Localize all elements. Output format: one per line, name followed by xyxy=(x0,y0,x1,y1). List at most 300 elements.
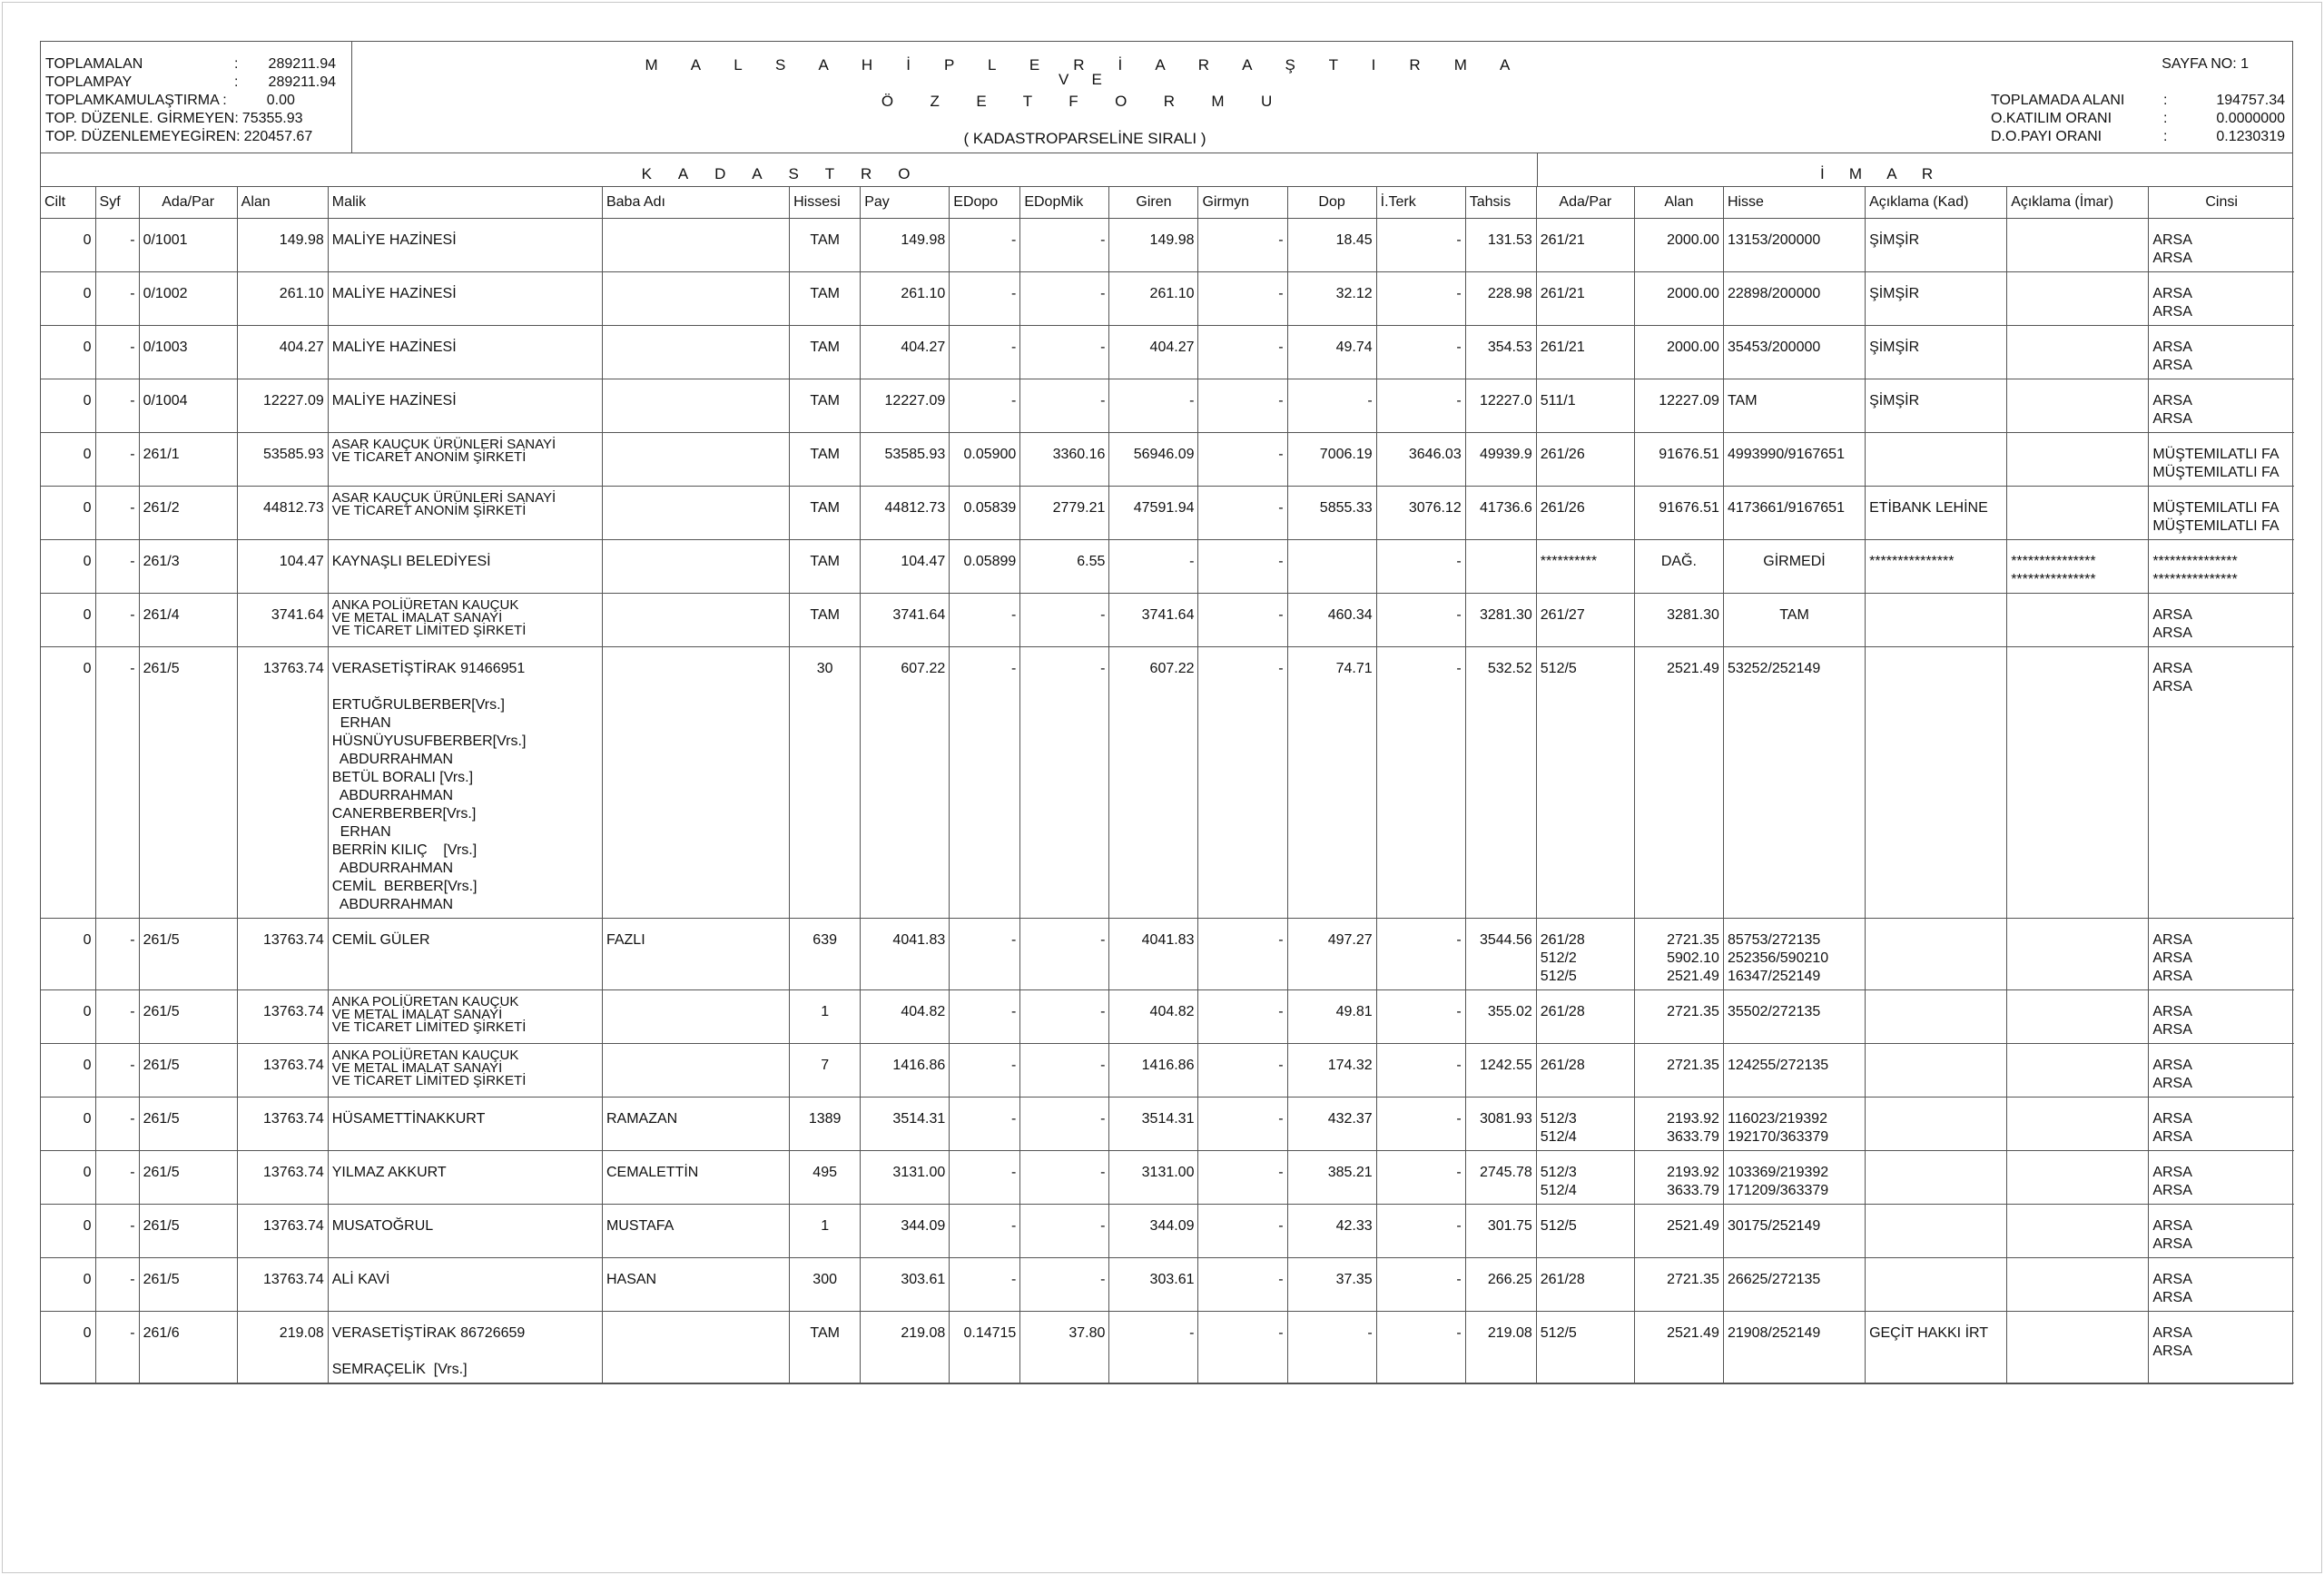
cell-imar-alan: 2721.35 xyxy=(1634,1044,1723,1098)
cell-syf: - xyxy=(95,1044,139,1098)
cell-syf: - xyxy=(95,919,139,990)
table-row xyxy=(41,379,2294,433)
cell-tahsis: 266.25 xyxy=(1465,1258,1536,1312)
cell-tahsis: 2745.78 xyxy=(1465,1151,1536,1205)
cell-aciklama-imar xyxy=(2007,1151,2149,1205)
total-expropriation-label: TOPLAMKAMULAŞTIRMA : xyxy=(45,93,227,108)
cell-aciklama-imar xyxy=(2007,990,2149,1044)
cell-hisse: TAM xyxy=(1723,379,1865,433)
total-not-included-row xyxy=(45,110,351,128)
cell-giren: 3741.64 xyxy=(1109,594,1198,647)
cell-pay: 607.22 xyxy=(861,647,950,919)
heirs-list: ERTUĞRULBERBER[Vrs.] ERHAN HÜSNÜYUSUFBERBER[Vrs.] ABDURRAHMAN BETÜL BORALI [Vrs.] ABDURRAHMAN CANERBERBER[Vrs.] ERHAN BERRİN KILIÇ [Vrs.] ABDURRAHMAN CEMİL BERBER[Vrs.] ABDURRAHMAN xyxy=(331,697,527,912)
cell-cilt: 0 xyxy=(41,272,95,326)
cell-baba-adi xyxy=(602,647,789,919)
cell-alan: 261.10 xyxy=(237,272,328,326)
cell-giren: 3514.31 xyxy=(1109,1098,1198,1151)
cell-cilt: 0 xyxy=(41,990,95,1044)
cell-alan: 149.98 xyxy=(237,219,328,272)
cell-cilt: 0 xyxy=(41,1098,95,1151)
col-aciklama-imar: Açıklama (İmar) xyxy=(2007,187,2149,219)
cell-cinsi: ARSA ARSA xyxy=(2149,1312,2294,1383)
cell-pay: 404.82 xyxy=(861,990,950,1044)
cell-hissesi: TAM xyxy=(790,594,861,647)
cell-giren: 47591.94 xyxy=(1109,487,1198,540)
cell-edopmik: 3360.16 xyxy=(1020,433,1109,487)
cell-cinsi: MÜŞTEMILATLI FA MÜŞTEMILATLI FA xyxy=(2149,487,2294,540)
cell-syf: - xyxy=(95,1098,139,1151)
cell-hisse: 4993990/9167651 xyxy=(1723,433,1865,487)
cell-iterk: - xyxy=(1376,1258,1465,1312)
cell-dop: 37.35 xyxy=(1287,1258,1376,1312)
consolidation-area-label: TOPLAMADA ALANI xyxy=(1991,93,2125,108)
cell-hisse: 103369/219392 171209/363379 xyxy=(1723,1151,1865,1205)
cell-malik: ASAR KAUÇUK ÜRÜNLERİ SANAYİ VE TİCARET ANONİM ŞİRKETİ xyxy=(328,487,602,540)
cell-imar-ada-par: ********** xyxy=(1536,540,1634,594)
cell-hissesi: TAM xyxy=(790,379,861,433)
ownership-table xyxy=(41,187,2294,1383)
cell-imar-ada-par: 261/21 xyxy=(1536,272,1634,326)
participation-ratio-row: O.KATILIM ORANI : 0.0000000 xyxy=(1991,111,2285,126)
cell-imar-alan: 12227.09 xyxy=(1634,379,1723,433)
cell-alan: 13763.74 xyxy=(237,990,328,1044)
cell-baba-adi xyxy=(602,594,789,647)
cell-cinsi: ARSA ARSA xyxy=(2149,1258,2294,1312)
cell-cilt: 0 xyxy=(41,594,95,647)
cell-edopo: - xyxy=(950,1258,1020,1312)
cell-hissesi: 1 xyxy=(790,990,861,1044)
cell-girmyn: - xyxy=(1198,1151,1287,1205)
cell-edopmik: 37.80 xyxy=(1020,1312,1109,1383)
cell-edopo: - xyxy=(950,1205,1020,1258)
cell-giren: 3131.00 xyxy=(1109,1151,1198,1205)
col-hisse: Hisse xyxy=(1723,187,1865,219)
table-row xyxy=(41,594,2294,647)
cell-syf: - xyxy=(95,647,139,919)
cell-pay: 149.98 xyxy=(861,219,950,272)
cell-alan: 13763.74 xyxy=(237,647,328,919)
table-row xyxy=(41,540,2294,594)
cell-malik: MALİYE HAZİNESİ xyxy=(328,379,602,433)
cell-aciklama-kad xyxy=(1866,433,2007,487)
cell-giren: 303.61 xyxy=(1109,1258,1198,1312)
cell-ada-par: 261/5 xyxy=(139,647,237,919)
cell-pay: 219.08 xyxy=(861,1312,950,1383)
cell-imar-ada-par: 512/3 512/4 xyxy=(1536,1151,1634,1205)
cell-malik: MUSATOĞRUL xyxy=(328,1205,602,1258)
cell-ada-par: 261/1 xyxy=(139,433,237,487)
cell-aciklama-imar xyxy=(2007,919,2149,990)
cell-imar-alan: 2000.00 xyxy=(1634,219,1723,272)
cell-girmyn: - xyxy=(1198,487,1287,540)
cell-hisse: 22898/200000 xyxy=(1723,272,1865,326)
cell-tahsis: 532.52 xyxy=(1465,647,1536,919)
cell-hissesi: 1389 xyxy=(790,1098,861,1151)
table-row xyxy=(41,487,2294,540)
cell-cinsi: ARSA ARSA xyxy=(2149,1044,2294,1098)
col-aciklama-kad: Açıklama (Kad) xyxy=(1866,187,2007,219)
cell-girmyn: - xyxy=(1198,219,1287,272)
cell-imar-ada-par: 512/5 xyxy=(1536,1312,1634,1383)
cell-aciklama-imar xyxy=(2007,1098,2149,1151)
cell-syf: - xyxy=(95,1312,139,1383)
table-row xyxy=(41,1098,2294,1151)
imar-section-title: İMAR xyxy=(1820,165,1958,182)
cell-dop: 385.21 xyxy=(1287,1151,1376,1205)
cell-giren: 261.10 xyxy=(1109,272,1198,326)
cell-hissesi: TAM xyxy=(790,540,861,594)
cell-imar-ada-par: 261/28 xyxy=(1536,990,1634,1044)
cell-tahsis: 219.08 xyxy=(1465,1312,1536,1383)
heirs-list: SEMRAÇELİK [Vrs.] xyxy=(331,1362,468,1377)
total-share-label: TOPLAMPAY xyxy=(45,74,133,90)
cell-hisse: 35453/200000 xyxy=(1723,326,1865,379)
report-title-line3: Ö Z E T F O R M U xyxy=(881,93,1289,110)
cell-dop: 460.34 xyxy=(1287,594,1376,647)
table-row xyxy=(41,1312,2294,1383)
cell-aciklama-imar xyxy=(2007,433,2149,487)
col-cinsi: Cinsi xyxy=(2149,187,2294,219)
cell-edopo: - xyxy=(950,272,1020,326)
cell-alan: 13763.74 xyxy=(237,1044,328,1098)
cell-cinsi: *************** *************** xyxy=(2149,540,2294,594)
cell-ada-par: 0/1004 xyxy=(139,379,237,433)
cell-aciklama-kad xyxy=(1866,1098,2007,1151)
cell-baba-adi xyxy=(602,379,789,433)
total-area-value: 289211.94 xyxy=(268,56,336,72)
cell-girmyn: - xyxy=(1198,1098,1287,1151)
col-ada-par: Ada/Par xyxy=(139,187,237,219)
cell-aciklama-kad xyxy=(1866,594,2007,647)
cell-hisse: 53252/252149 xyxy=(1723,647,1865,919)
table-row xyxy=(41,647,2294,919)
cell-iterk: - xyxy=(1376,219,1465,272)
cell-hissesi: 300 xyxy=(790,1258,861,1312)
consolidation-area-row: TOPLAMADA ALANI : 194757.34 xyxy=(1991,93,2285,108)
table-row xyxy=(41,272,2294,326)
cell-hissesi: TAM xyxy=(790,272,861,326)
cell-dop: 42.33 xyxy=(1287,1205,1376,1258)
cell-hissesi: 639 xyxy=(790,919,861,990)
table-row xyxy=(41,219,2294,272)
cell-cilt: 0 xyxy=(41,1205,95,1258)
cell-dop: 74.71 xyxy=(1287,647,1376,919)
cell-edopo: - xyxy=(950,594,1020,647)
cell-edopo: - xyxy=(950,379,1020,433)
cell-tahsis: 41736.6 xyxy=(1465,487,1536,540)
cell-cilt: 0 xyxy=(41,1312,95,1383)
cell-girmyn: - xyxy=(1198,1205,1287,1258)
cell-iterk: - xyxy=(1376,594,1465,647)
cell-hisse: 124255/272135 xyxy=(1723,1044,1865,1098)
cell-edopmik: - xyxy=(1020,1151,1109,1205)
cell-aciklama-imar xyxy=(2007,1258,2149,1312)
cell-tahsis: 49939.9 xyxy=(1465,433,1536,487)
cell-cinsi: ARSA ARSA xyxy=(2149,272,2294,326)
dop-ratio-row: D.O.PAYI ORANI : 0.1230319 xyxy=(1991,129,2285,144)
cell-ada-par: 261/3 xyxy=(139,540,237,594)
cell-baba-adi: HASAN xyxy=(602,1258,789,1312)
cell-iterk: - xyxy=(1376,1098,1465,1151)
cell-hisse: 35502/272135 xyxy=(1723,990,1865,1044)
col-malik: Malik xyxy=(328,187,602,219)
cell-giren: - xyxy=(1109,540,1198,594)
cell-hisse: TAM xyxy=(1723,594,1865,647)
cell-tahsis: 301.75 xyxy=(1465,1205,1536,1258)
cell-alan: 3741.64 xyxy=(237,594,328,647)
cell-aciklama-imar xyxy=(2007,219,2149,272)
cell-imar-alan: 3281.30 xyxy=(1634,594,1723,647)
cell-cinsi: ARSA ARSA xyxy=(2149,1151,2294,1205)
report-title-line1: M A L S A H İ P L E R İ A R A Ş T I R M A xyxy=(645,56,1525,74)
cell-malik: MALİYE HAZİNESİ xyxy=(328,219,602,272)
cell-aciklama-imar xyxy=(2007,326,2149,379)
cell-iterk: - xyxy=(1376,1205,1465,1258)
cell-tahsis: 228.98 xyxy=(1465,272,1536,326)
cell-girmyn: - xyxy=(1198,379,1287,433)
cell-iterk: - xyxy=(1376,919,1465,990)
cell-imar-ada-par: 261/26 xyxy=(1536,433,1634,487)
cell-imar-alan: 91676.51 xyxy=(1634,487,1723,540)
table-row xyxy=(41,990,2294,1044)
cell-aciklama-imar xyxy=(2007,594,2149,647)
cell-imar-ada-par: 261/28 xyxy=(1536,1258,1634,1312)
cell-hisse: 4173661/9167651 xyxy=(1723,487,1865,540)
cell-baba-adi: MUSTAFA xyxy=(602,1205,789,1258)
cell-edopmik: - xyxy=(1020,326,1109,379)
cell-baba-adi xyxy=(602,219,789,272)
cell-pay: 4041.83 xyxy=(861,919,950,990)
total-not-included-label: TOP. DÜZENLE. GİRMEYEN: xyxy=(45,111,239,126)
cell-tahsis: 354.53 xyxy=(1465,326,1536,379)
cell-malik: YILMAZ AKKURT xyxy=(328,1151,602,1205)
cell-imar-alan: 2721.35 xyxy=(1634,990,1723,1044)
cell-baba-adi xyxy=(602,540,789,594)
cell-imar-ada-par: 512/5 xyxy=(1536,647,1634,919)
cell-alan: 12227.09 xyxy=(237,379,328,433)
col-iterk: İ.Terk xyxy=(1376,187,1465,219)
cell-aciklama-imar xyxy=(2007,647,2149,919)
cell-hisse: GİRMEDİ xyxy=(1723,540,1865,594)
cell-edopmik: - xyxy=(1020,1044,1109,1098)
cell-girmyn: - xyxy=(1198,326,1287,379)
cell-syf: - xyxy=(95,594,139,647)
cell-ada-par: 261/5 xyxy=(139,990,237,1044)
cell-aciklama-kad xyxy=(1866,990,2007,1044)
table-body xyxy=(41,219,2294,1383)
cell-syf: - xyxy=(95,540,139,594)
table-row xyxy=(41,1151,2294,1205)
cell-tahsis: 3281.30 xyxy=(1465,594,1536,647)
total-share-row: TOPLAMPAY : 289211.94 xyxy=(45,74,336,90)
cell-hisse: 21908/252149 xyxy=(1723,1312,1865,1383)
cell-aciklama-kad xyxy=(1866,1258,2007,1312)
cell-edopo: - xyxy=(950,1098,1020,1151)
cell-hisse: 85753/272135 252356/590210 16347/252149 xyxy=(1723,919,1865,990)
total-included-label: TOP. DÜZENLEMEYEGİREN: xyxy=(45,129,241,144)
cell-syf: - xyxy=(95,326,139,379)
cell-imar-alan: 2193.92 3633.79 xyxy=(1634,1151,1723,1205)
cell-edopmik: - xyxy=(1020,1098,1109,1151)
cell-baba-adi xyxy=(602,1312,789,1383)
cell-ada-par: 261/5 xyxy=(139,1098,237,1151)
cell-pay: 303.61 xyxy=(861,1258,950,1312)
cell-hissesi: TAM xyxy=(790,1312,861,1383)
cell-tahsis: 355.02 xyxy=(1465,990,1536,1044)
cell-baba-adi xyxy=(602,990,789,1044)
cell-giren: 149.98 xyxy=(1109,219,1198,272)
cell-dop: - xyxy=(1287,379,1376,433)
cell-malik: ASAR KAUÇUK ÜRÜNLERİ SANAYİ VE TİCARET ANONİM ŞİRKETİ xyxy=(328,433,602,487)
cell-aciklama-kad: ŞİMŞİR xyxy=(1866,219,2007,272)
cell-aciklama-imar xyxy=(2007,1205,2149,1258)
cell-edopo: - xyxy=(950,1044,1020,1098)
cell-aciklama-imar xyxy=(2007,272,2149,326)
cell-dop: 432.37 xyxy=(1287,1098,1376,1151)
cell-cinsi: ARSA ARSA xyxy=(2149,647,2294,919)
col-imar-ada-par: Ada/Par xyxy=(1536,187,1634,219)
cell-alan: 44812.73 xyxy=(237,487,328,540)
cell-cilt: 0 xyxy=(41,540,95,594)
page-number xyxy=(1991,55,2285,74)
cell-girmyn: - xyxy=(1198,540,1287,594)
total-share-value: 289211.94 xyxy=(268,74,336,90)
cell-ada-par: 261/5 xyxy=(139,919,237,990)
cell-imar-alan: 2000.00 xyxy=(1634,272,1723,326)
cell-iterk: - xyxy=(1376,647,1465,919)
cell-hissesi: 495 xyxy=(790,1151,861,1205)
report-sheet xyxy=(40,41,2293,1384)
cell-iterk: - xyxy=(1376,272,1465,326)
page-info xyxy=(1991,55,2285,146)
cell-baba-adi xyxy=(602,1044,789,1098)
cell-ada-par: 261/2 xyxy=(139,487,237,540)
column-header-row xyxy=(41,187,2294,219)
cell-syf: - xyxy=(95,219,139,272)
cell-aciklama-kad: ŞİMŞİR xyxy=(1866,379,2007,433)
cell-ada-par: 0/1002 xyxy=(139,272,237,326)
col-tahsis: Tahsis xyxy=(1465,187,1536,219)
cell-iterk: 3646.03 xyxy=(1376,433,1465,487)
cell-cinsi: ARSA ARSA xyxy=(2149,594,2294,647)
participation-ratio-label: O.KATILIM ORANI xyxy=(1991,111,2112,126)
cell-iterk: 3076.12 xyxy=(1376,487,1465,540)
cell-imar-ada-par: 512/3 512/4 xyxy=(1536,1098,1634,1151)
cell-malik: ANKA POLİÜRETAN KAUÇUK VE METAL İMALAT SANAYİ VE TİCARET LİMİTED ŞİRKETİ xyxy=(328,594,602,647)
cell-aciklama-kad xyxy=(1866,919,2007,990)
cell-cinsi: MÜŞTEMILATLI FA MÜŞTEMILATLI FA xyxy=(2149,433,2294,487)
cell-baba-adi xyxy=(602,487,789,540)
cell-dop: 174.32 xyxy=(1287,1044,1376,1098)
cell-ada-par: 261/5 xyxy=(139,1044,237,1098)
cell-edopmik: - xyxy=(1020,990,1109,1044)
cell-iterk: - xyxy=(1376,326,1465,379)
cell-edopmik: - xyxy=(1020,647,1109,919)
cell-imar-alan: 2000.00 xyxy=(1634,326,1723,379)
cell-tahsis: 3081.93 xyxy=(1465,1098,1536,1151)
cell-imar-ada-par: 261/21 xyxy=(1536,326,1634,379)
cell-imar-alan: 2521.49 xyxy=(1634,1205,1723,1258)
cell-hissesi: TAM xyxy=(790,219,861,272)
cell-alan: 53585.93 xyxy=(237,433,328,487)
cell-dop: 18.45 xyxy=(1287,219,1376,272)
cell-hissesi: TAM xyxy=(790,326,861,379)
cell-dop: 49.81 xyxy=(1287,990,1376,1044)
cell-giren: 404.27 xyxy=(1109,326,1198,379)
cell-malik: CEMİL GÜLER xyxy=(328,919,602,990)
cell-alan: 104.47 xyxy=(237,540,328,594)
cell-aciklama-imar xyxy=(2007,379,2149,433)
cell-giren: 56946.09 xyxy=(1109,433,1198,487)
cell-hissesi: TAM xyxy=(790,433,861,487)
cell-cinsi: ARSA ARSA xyxy=(2149,219,2294,272)
cell-malik: ALİ KAVİ xyxy=(328,1258,602,1312)
cell-imar-alan: 2521.49 xyxy=(1634,647,1723,919)
cell-tahsis: 131.53 xyxy=(1465,219,1536,272)
cell-girmyn: - xyxy=(1198,433,1287,487)
report-title-line4: ( KADASTROPARSELİNE SIRALI ) xyxy=(963,130,1206,147)
table-row xyxy=(41,1044,2294,1098)
cell-cinsi: ARSA ARSA xyxy=(2149,1098,2294,1151)
cell-giren: - xyxy=(1109,1312,1198,1383)
col-pay: Pay xyxy=(861,187,950,219)
cell-hissesi: 7 xyxy=(790,1044,861,1098)
col-edopo: EDopo xyxy=(950,187,1020,219)
cell-iterk: - xyxy=(1376,540,1465,594)
cell-imar-ada-par: 261/27 xyxy=(1536,594,1634,647)
cell-giren: 4041.83 xyxy=(1109,919,1198,990)
cell-syf: - xyxy=(95,1151,139,1205)
cell-girmyn: - xyxy=(1198,990,1287,1044)
cell-edopmik: - xyxy=(1020,1205,1109,1258)
participation-ratio-value: 0.0000000 xyxy=(2216,111,2285,126)
cell-edopmik: - xyxy=(1020,272,1109,326)
cell-malik: MALİYE HAZİNESİ xyxy=(328,326,602,379)
col-alan: Alan xyxy=(237,187,328,219)
cell-girmyn: - xyxy=(1198,594,1287,647)
cell-cilt: 0 xyxy=(41,1258,95,1312)
cell-iterk: - xyxy=(1376,1312,1465,1383)
cell-syf: - xyxy=(95,487,139,540)
cell-hissesi: 1 xyxy=(790,1205,861,1258)
cell-alan: 13763.74 xyxy=(237,1098,328,1151)
cell-ada-par: 261/5 xyxy=(139,1258,237,1312)
cell-malik: ANKA POLİÜRETAN KAUÇUK VE METAL İMALAT SANAYİ VE TİCARET LİMİTED ŞİRKETİ xyxy=(328,1044,602,1098)
cell-edopo: 0.14715 xyxy=(950,1312,1020,1383)
cell-girmyn: - xyxy=(1198,647,1287,919)
total-not-included-value: 75355.93 xyxy=(241,111,303,126)
cell-pay: 1416.86 xyxy=(861,1044,950,1098)
cell-cilt: 0 xyxy=(41,326,95,379)
kadastro-section-title: KADASTRO xyxy=(641,165,937,182)
cell-cilt: 0 xyxy=(41,647,95,919)
cell-aciklama-imar: *************** *************** xyxy=(2007,540,2149,594)
cell-ada-par: 261/6 xyxy=(139,1312,237,1383)
cell-cinsi: ARSA ARSA xyxy=(2149,1205,2294,1258)
cell-pay: 344.09 xyxy=(861,1205,950,1258)
page-number-value: 1 xyxy=(2240,56,2249,72)
cell-baba-adi: CEMALETTİN xyxy=(602,1151,789,1205)
cell-girmyn: - xyxy=(1198,272,1287,326)
cell-syf: - xyxy=(95,1205,139,1258)
cell-pay: 104.47 xyxy=(861,540,950,594)
cell-malik: VERASETİŞTİRAK 91466951 ERTUĞRULBERBER[Vrs.] ERHAN HÜSNÜYUSUFBERBER[Vrs.] ABDURRAHMAN BETÜL BORALI [Vrs.] ABDURRAHMAN CANERBERBER[Vrs.] ERHAN BERRİN KILIÇ [Vrs.] ABDURRAHMAN CEMİL BERBER[Vrs.] ABDURRAHMAN xyxy=(328,647,602,919)
cell-iterk: - xyxy=(1376,990,1465,1044)
cell-malik: ANKA POLİÜRETAN KAUÇUK VE METAL İMALAT SANAYİ VE TİCARET LİMİTED ŞİRKETİ xyxy=(328,990,602,1044)
cell-cinsi: ARSA ARSA ARSA xyxy=(2149,919,2294,990)
cell-aciklama-imar xyxy=(2007,1044,2149,1098)
cell-cilt: 0 xyxy=(41,379,95,433)
